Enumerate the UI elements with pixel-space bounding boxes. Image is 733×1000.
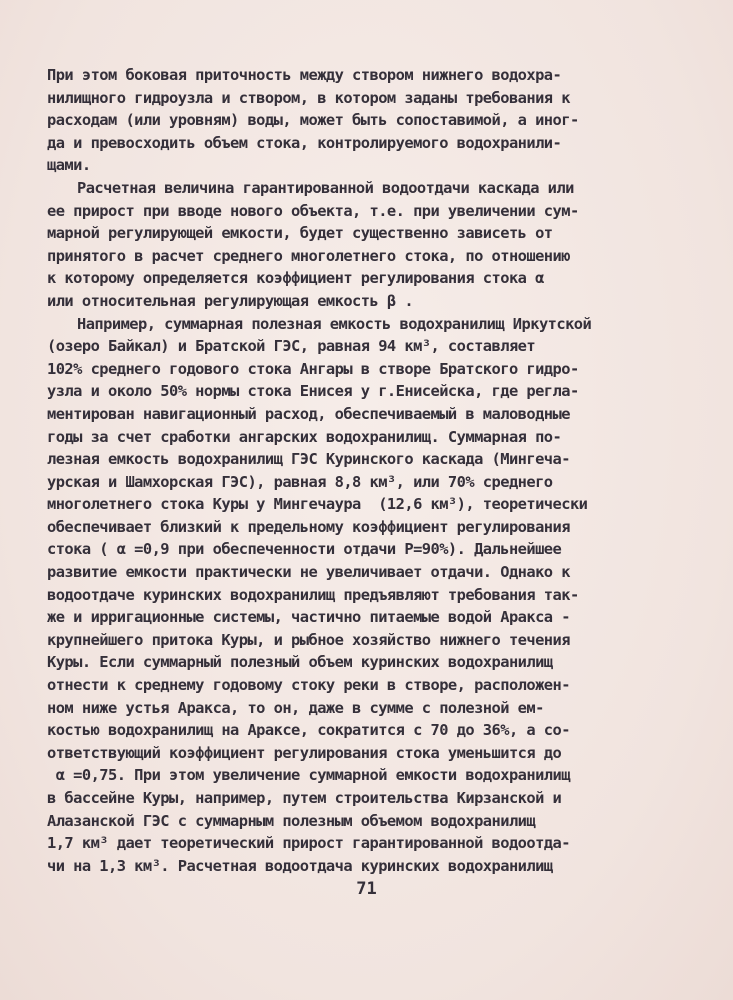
text-line: Алазанской ГЭС с суммарным полезным объемом водохранилищ — [47, 811, 536, 830]
text-line: принятого в расчет среднего многолетнего стока, по отношению — [47, 246, 570, 265]
text-line: Расчетная величина гарантированной водоотдачи каскада или — [77, 178, 574, 197]
text-line: Например, суммарная полезная емкость водохранилищ Иркутской — [77, 314, 592, 333]
text-line: марной регулирующей емкости, будет существенно зависеть от — [47, 224, 553, 243]
text-line: нилищного гидроузла и створом, в котором заданы требования к — [47, 88, 570, 107]
text-line: щами. — [47, 156, 91, 175]
paragraph — [47, 177, 697, 313]
text-line: 102% среднего годового стока Ангары в створе Братского гидро- — [47, 359, 579, 378]
text-line: ментирован навигационный расход, обеспечиваемый в маловодные — [47, 404, 570, 423]
text-line: расходам (или уровням) воды, может быть сопоставимой, а иног- — [47, 111, 579, 130]
page-number: 71 — [356, 879, 377, 899]
text-line: α =0,75. При этом увеличение суммарной емкости водохранилищ — [47, 766, 570, 785]
text-line: отнести к среднему годовому стоку реки в створе, расположен- — [47, 676, 570, 695]
text-line: крупнейшего притока Куры, и рыбное хозяйство нижнего течения — [47, 630, 570, 649]
text-line: обеспечивает близкий к предельному коэффициент регулирования — [47, 517, 570, 536]
text-line: стока ( α =0,9 при обеспеченности отдачи Р=90%). Дальнейшее — [47, 540, 562, 559]
text-line: годы за счет сработки ангарских водохранилищ. Суммарная по- — [47, 427, 562, 446]
text-line: 1,7 км³ дает теоретический прирост гарантированной водоотда- — [47, 834, 570, 853]
text-line: чи на 1,3 км³. Расчетная водоотдача куринских водохранилищ — [47, 856, 553, 875]
text-line: При этом боковая приточность между створом нижнего водохра- — [47, 66, 562, 84]
text-line: лезная емкость водохранилищ ГЭС Куринского каскада (Мингеча- — [47, 450, 570, 469]
text-line: Куры. Если суммарный полезный объем куринских водохранилищ — [47, 653, 553, 672]
text-line: ее прирост при вводе нового объекта, т.е. при увеличении сум- — [47, 201, 579, 220]
text-line: ответствующий коэффициент регулирования стока уменьшится до — [47, 743, 562, 762]
text-line: водоотдаче куринских водохранилищ предъявляют требования так- — [47, 585, 579, 604]
text-line: к которому определяется коэффициент регулирования стока α — [47, 269, 544, 288]
text-line: (озеро Байкал) и Братской ГЭС, равная 94 км³, составляет — [47, 337, 536, 356]
text-line: урская и Шамхорская ГЭС), равная 8,8 км³, или 70% среднего — [47, 472, 553, 491]
text-line: многолетнего стока Куры у Мингечаура (12,6 км³), теоретически — [47, 495, 588, 514]
text-line: в бассейне Куры, например, путем строительства Кирзанской и — [47, 789, 562, 807]
text-line: ном ниже устья Аракса, то он, даже в сумме с полезной ем- — [47, 698, 544, 717]
paragraph — [47, 313, 697, 878]
text-line: костью водохранилищ на Араксе, сократится с 70 до 36%, а со- — [47, 721, 570, 740]
body-text — [47, 64, 697, 877]
text-line: узла и около 50% нормы стока Енисея у г.Енисейска, где регла- — [47, 382, 579, 401]
text-line: развитие емкости практически не увеличивает отдачи. Однако к — [47, 563, 570, 582]
text-line: же и ирригационные системы, частично питаемые водой Аракса - — [47, 608, 570, 627]
paragraph — [47, 64, 697, 177]
text-line: да и превосходить объем стока, контролируемого водохранили- — [47, 133, 562, 152]
text-line: или относительная регулирующая емкость β . — [47, 291, 414, 310]
